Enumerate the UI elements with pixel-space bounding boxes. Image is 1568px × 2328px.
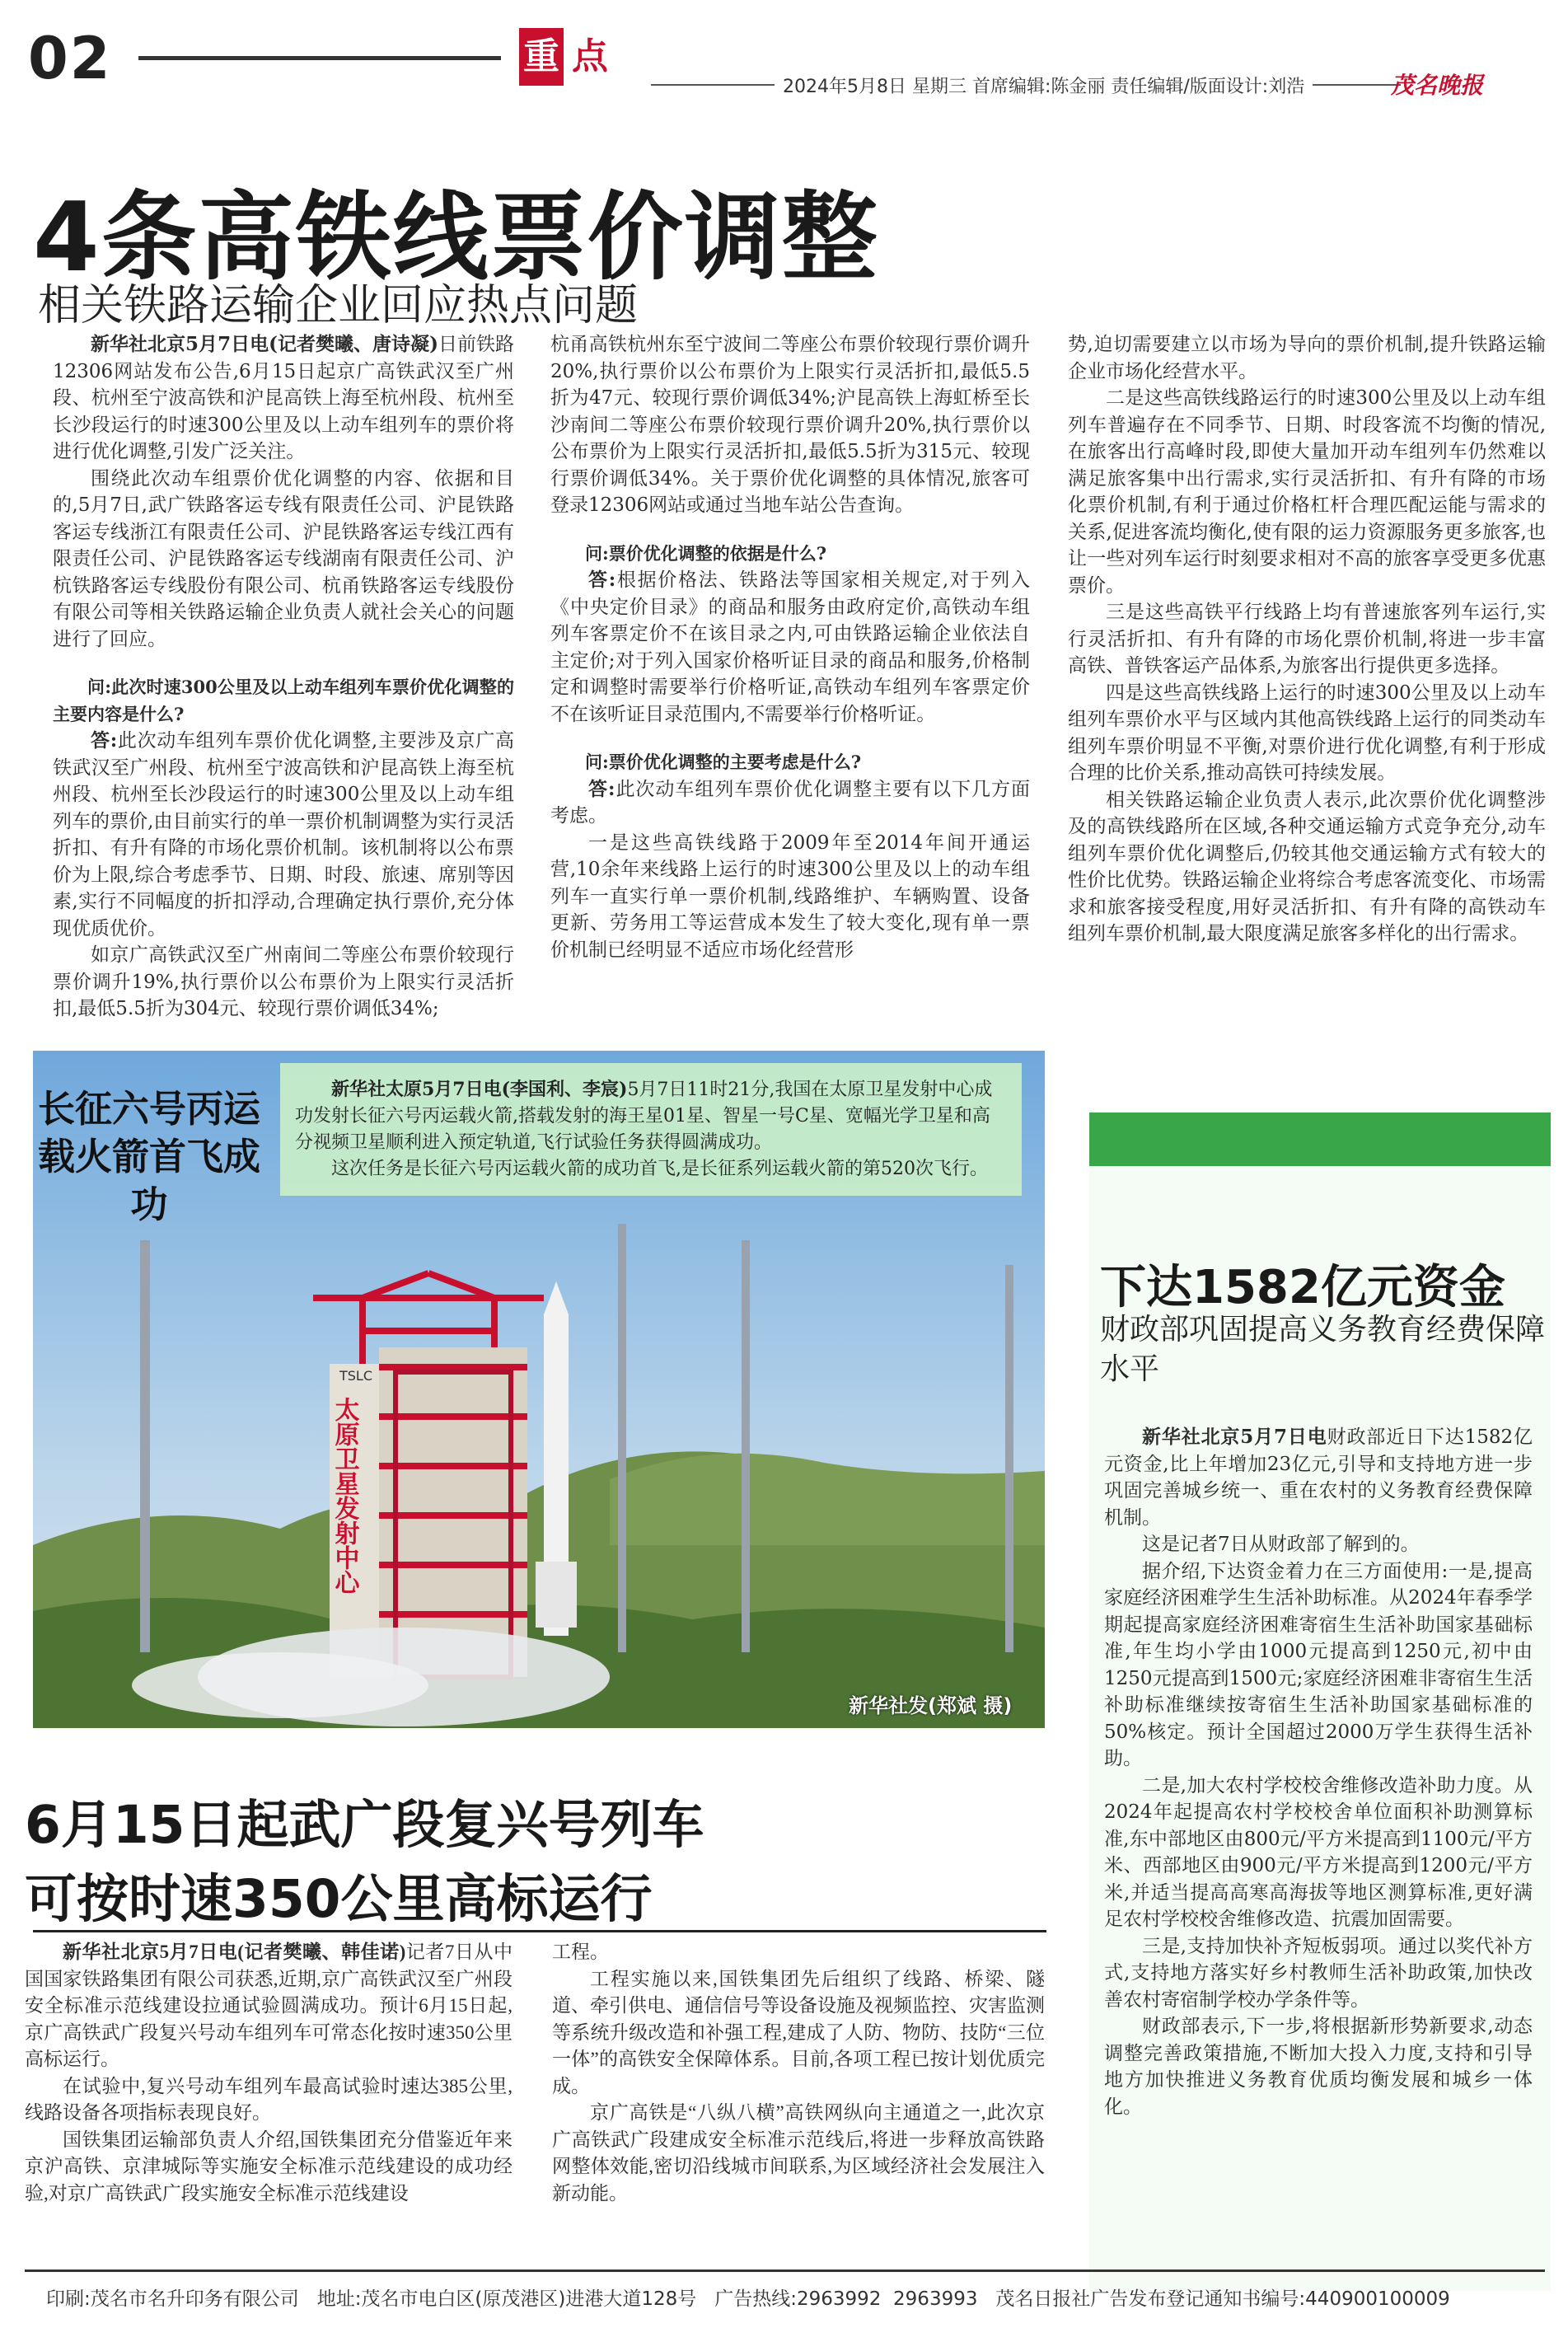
railway-column-2	[552, 1939, 1045, 2207]
rocket-caption-lead: 新华社太原5月7日电(李国利、李宸)	[331, 1079, 628, 1100]
footer-license: 茂名日报社广告发布登记通知书编号:440900100009	[995, 2288, 1450, 2310]
header-meta: 2024年5月8日 星期三 首席编辑:陈金丽 责任编辑/版面设计:刘浩	[775, 73, 1313, 98]
newspaper-logo: 茂名晚报	[1391, 72, 1484, 99]
paragraph-text: 根据价格法、铁路法等国家相关规定,对于列入《中央定价目录》的商品和服务由政府定价,高铁动车组列车客票定价不在该目录之内,可由铁路运输企业依法自主定价;对于列入国家价格听证目录的商品和服务,价格制定和调整时需要举行价格听证,高铁动车组列车客票定价不在该听证目录范围内,不需要举行价格听证。	[550, 569, 1030, 725]
paragraph	[25, 2073, 513, 2127]
paragraph	[1104, 1933, 1533, 2014]
header-rule	[138, 56, 501, 60]
railway-headline-line1: 6月15日起武广段复兴号列车	[25, 1795, 704, 1855]
footer	[46, 2284, 1450, 2311]
paragraph-text: 工程实施以来,国铁集团先后组织了线路、桥梁、隧道、牵引供电、通信信号等设备设施及视频监控、灾害监测等系统升级改造和补强工程,建成了人防、物防、技防“三位一体”的高铁安全保障体系。目前,各项工程已按计划优质完成。	[552, 1968, 1045, 2096]
section-tag-char1: 重	[519, 28, 564, 86]
dateline: 答:	[588, 569, 616, 591]
lead-column-1	[53, 331, 514, 1023]
paragraph	[1104, 2013, 1533, 2120]
paragraph-text: 二是,加大农村学校校舍维修改造补助力度。从2024年起提高农村学校校舍单位面积补助测算标准,东中部地区由800元/平方米提高到1100元/平方米、西部地区由900元/平方米提高到1200元/平方米,并适当提高高寒高海拔等地区测算标准,更好满足农村学校校舍维修改造、抗震加固需要。	[1104, 1774, 1533, 1930]
paragraph-text: 三是这些高铁平行线路上均有普速旅客列车运行,实行灵活折扣、有升有降的市场化票价机制,将进一步丰富高铁、普铁客运产品体系,为旅客出行提供更多选择。	[1068, 602, 1546, 677]
paragraph	[53, 942, 514, 1023]
paragraph-text: 记者7日从中国国家铁路集团有限公司获悉,近期,京广高铁武汉至广州段安全标准示范线建设拉通试验圆满成功。预计6月15日起,京广高铁武广段复兴号动车组列车可常态化按时速350公里高标运行。	[25, 1942, 513, 2069]
paragraph-text: 在试验中,复兴号动车组列车最高试验时速达385公里,线路设备各项指标表现良好。	[25, 2075, 513, 2123]
footer-printer: 印刷:茂名市名升印务有限公司	[46, 2288, 299, 2310]
rocket-caption-p1: 5月7日11时21分,我国在太原卫星发射中心成功发射长征六号丙运载火箭,搭载发射的海王星01星、智星一号C星、宽幅光学卫星和高分视频卫星顺利进入预定轨道,飞行试验任务获得圆满成功。	[295, 1080, 993, 1153]
paragraph	[1068, 599, 1546, 680]
section-tag	[519, 28, 618, 97]
paragraph-text: 此次动车组列车票价优化调整,主要涉及京广高铁武汉至广州段、杭州至宁波高铁和沪昆高铁上海至杭州段、杭州至长沙段运行的时速300公里及以上动车组列车的票价,由目前实行的单一票价机制调整为实行灵活折扣、有升有降的市场化票价机制。该机制将以公布票价为上限,综合考虑季节、日期、时段、旅速、席别等因素,实行不同幅度的折扣浮动,合理确定执行票价,充分体现优质优价。	[53, 730, 514, 939]
paragraph-text: 国铁集团运输部负责人介绍,国铁集团充分借鉴近年来京沪高铁、京津城际等实施安全标准示范线建设的成功经验,对京广高铁武广段实施安全标准示范线建设	[25, 2129, 513, 2204]
footer-rule	[25, 2269, 1545, 2272]
dateline: 新华社北京5月7日电(记者樊曦、韩佳诺)	[63, 1942, 406, 1962]
railway-headline	[25, 1788, 1046, 1937]
lead-title: 4条高铁线票价调整	[33, 182, 879, 293]
dateline: 答:	[588, 777, 615, 800]
paragraph	[1104, 1531, 1533, 1558]
question: 问:票价优化调整的依据是什么?	[585, 542, 827, 564]
paragraph	[550, 567, 1030, 728]
tower-sign-text: 太原卫星发射中心	[330, 1397, 359, 1595]
railway-headline-rule	[33, 1930, 1046, 1932]
footer-address: 地址:茂名市电白区(原茂港区)进港大道128号	[316, 2288, 697, 2310]
funding-title: 下达1582亿元资金	[1100, 1261, 1505, 1314]
paragraph	[552, 2100, 1045, 2207]
paragraph	[53, 331, 514, 466]
rocket-headline: 长征六号丙运载火箭首飞成功	[38, 1087, 261, 1226]
paragraph	[25, 1939, 513, 2073]
paragraph-text: 杭甬高铁杭州东至宁波间二等座公布票价较现行票价调升20%,执行票价以公布票价为上限实行灵活折扣,最低5.5折为47元、较现行票价调低34%;沪昆高铁上海虹桥至长沙南间二等座公布票价较现行票价调升20%,执行票价以公布票价为上限实行灵活折扣,最低5.5折为315元、较现行票价调低34%。关于票价优化调整的具体情况,旅客可登录12306网站或通过当地车站公告查询。	[550, 334, 1030, 516]
lead-column-3	[1068, 331, 1546, 948]
paragraph-text: 一是这些高铁线路于2009年至2014年间开通运营,10余年来线路上运行的时速300公里及以上的动车组列车一直实行单一票价机制,线路维护、车辆购置、设备更新、劳务用工等运营成本发生了较大变化,现有单一票价机制已经明显不适应市场化经营形	[550, 831, 1030, 961]
paragraph-text: 日前铁路12306网站发布公告,6月15日起京广高铁武汉至广州段、杭州至宁波高铁和沪昆高铁上海至杭州段、杭州至长沙段运行的时速300公里及以上动车组列车的票价将进行优化调整,引发广泛关注。	[53, 334, 514, 462]
paragraph	[1068, 385, 1546, 599]
photo-credit: 新华社发(郑斌 摄)	[849, 1694, 1013, 1717]
paragraph-text: 如京广高铁武汉至广州南间二等座公布票价较现行票价调升19%,执行票价以公布票价为上限实行灵活折扣,最低5.5折为304元、较现行票价调低34%;	[53, 944, 514, 1019]
rocket-caption-p2: 这次任务是长征六号丙运载火箭的成功首飞,是长征系列运载火箭的第520次飞行。	[331, 1159, 988, 1179]
paragraph	[53, 466, 514, 653]
dateline: 新华社北京5月7日电	[1142, 1426, 1327, 1448]
paragraph-text: 三是,支持加快补齐短板弱项。通过以奖代补方式,支持地方落实好乡村教师生活补助政策,加快改善农村寄宿制学校办学条件等。	[1104, 1935, 1533, 2011]
paragraph	[25, 2127, 513, 2208]
paragraph-text: 京广高铁是“八纵八横”高铁网纵向主通道之一,此次京广高铁武广段建成安全标准示范线后,将进一步释放高铁路网整体效能,密切沿线城市间联系,为区域经济社会发展注入新动能。	[552, 2102, 1045, 2204]
paragraph	[1104, 1424, 1533, 1531]
paragraph-text: 围绕此次动车组票价优化调整的内容、依据和目的,5月7日,武广铁路客运专线有限责任公司、沪昆铁路客运专线浙江有限责任公司、沪昆铁路客运专线江西有限责任公司、沪昆铁路客运专线湖南有限责任公司、沪杭铁路客运专线股份有限公司、杭甬铁路客运专线股份有限公司等相关铁路运输企业负责人就社会关心的问题进行了回应。	[53, 467, 514, 650]
paragraph-text: 工程。	[552, 1942, 609, 1962]
tower-sign: TSLC	[339, 1368, 373, 1384]
question: 问:此次时速300公里及以上动车组列车票价优化调整的主要内容是什么?	[53, 677, 514, 724]
rocket-caption	[280, 1063, 1022, 1196]
dateline: 答:	[91, 729, 118, 752]
paragraph	[552, 1939, 1045, 1966]
paragraph	[1068, 331, 1546, 385]
funding-subtitle: 财政部巩固提高义务教育经费保障水平	[1100, 1313, 1546, 1386]
paragraph	[1104, 1558, 1533, 1773]
dateline: 新华社北京5月7日电(记者樊曦、唐诗凝)	[91, 333, 438, 355]
railway-headline-line2: 可按时速350公里高标运行	[25, 1869, 653, 1929]
question: 问:票价优化调整的主要考虑是什么?	[585, 752, 862, 772]
paragraph	[53, 728, 514, 942]
paragraph-text: 据介绍,下达资金着力在三方面使用:一是,提高家庭经济困难学生生活补助标准。从2024年春季学期起提高家庭经济困难寄宿生生活补助国家基础标准,年生均小学由1000元提高到1250元,初中由1250元提高到1500元;家庭经济困难非寄宿生生活补助标准继续按寄宿生生活补助国家基础标准的50%核定。预计全国超过2000万学生获得生活补助。	[1104, 1560, 1533, 1769]
paragraph	[552, 1966, 1045, 2101]
paragraph-text: 势,迫切需要建立以市场为导向的票价机制,提升铁路运输企业市场化经营水平。	[1068, 334, 1546, 382]
paragraph-text: 二是这些高铁线路运行的时速300公里及以上动车组列车普遍存在不同季节、日期、时段客流不均衡的情况,在旅客出行高峰时段,即使大量加开动车组列车仍然难以满足旅客集中出行需求,实行灵活折扣、有升有降的市场化票价机制,有利于通过价格杠杆合理匹配运能与需求的关系,促进客流均衡化,使有限的运力资源服务更多旅客,也让一些对列车运行时刻要求相对不高的旅客享受更多优惠票价。	[1068, 387, 1546, 597]
paragraph-text: 财政部近日下达1582亿元资金,比上年增加23亿元,引导和支持地方进一步巩固完善城乡统一、重在农村的义务教育经费保障机制。	[1104, 1426, 1533, 1529]
paragraph	[550, 830, 1030, 964]
paragraph	[550, 776, 1030, 830]
section-tag-char2: 点	[572, 35, 608, 77]
railway-column-1	[25, 1939, 513, 2207]
paragraph-text: 这是记者7日从财政部了解到的。	[1142, 1534, 1420, 1555]
paragraph	[1104, 1773, 1533, 1933]
page-number: 02	[25, 25, 115, 92]
funding-sidebar-band	[1089, 1112, 1551, 1166]
lead-subtitle: 相关铁路运输企业回应热点问题	[38, 281, 639, 330]
footer-hotline: 广告热线:2963992 2963993	[714, 2288, 978, 2310]
paragraph-text: 四是这些高铁线路上运行的时速300公里及以上动车组列车票价水平与区域内其他高铁线路上运行的同类动车组列车票价明显不平衡,对票价进行优化调整,有利于形成合理的比价关系,推动高铁可持续发展。	[1068, 682, 1546, 784]
paragraph	[550, 331, 1030, 519]
lead-column-2	[550, 331, 1030, 963]
paragraph	[1068, 680, 1546, 787]
paragraph-text: 相关铁路运输企业负责人表示,此次票价优化调整涉及的高铁线路所在区域,各种交通运输方式竞争充分,动车组列车票价优化调整后,仍较其他交通运输方式有较大的性价比优势。铁路运输企业将综合考虑客流变化、市场需求和旅客接受程度,用好灵活折扣、有升有降的高铁动车组列车票价机制,最大限度满足旅客多样化的出行需求。	[1068, 789, 1546, 944]
paragraph-text: 财政部表示,下一步,将根据新形势新要求,动态调整完善政策措施,不断加大投入力度,支持和引导地方加快推进义务教育优质均衡发展和城乡一体化。	[1104, 2016, 1533, 2118]
paragraph-text: 此次动车组列车票价优化调整主要有以下几方面考虑。	[550, 778, 1030, 827]
funding-body	[1104, 1424, 1533, 2120]
paragraph	[1068, 787, 1546, 948]
